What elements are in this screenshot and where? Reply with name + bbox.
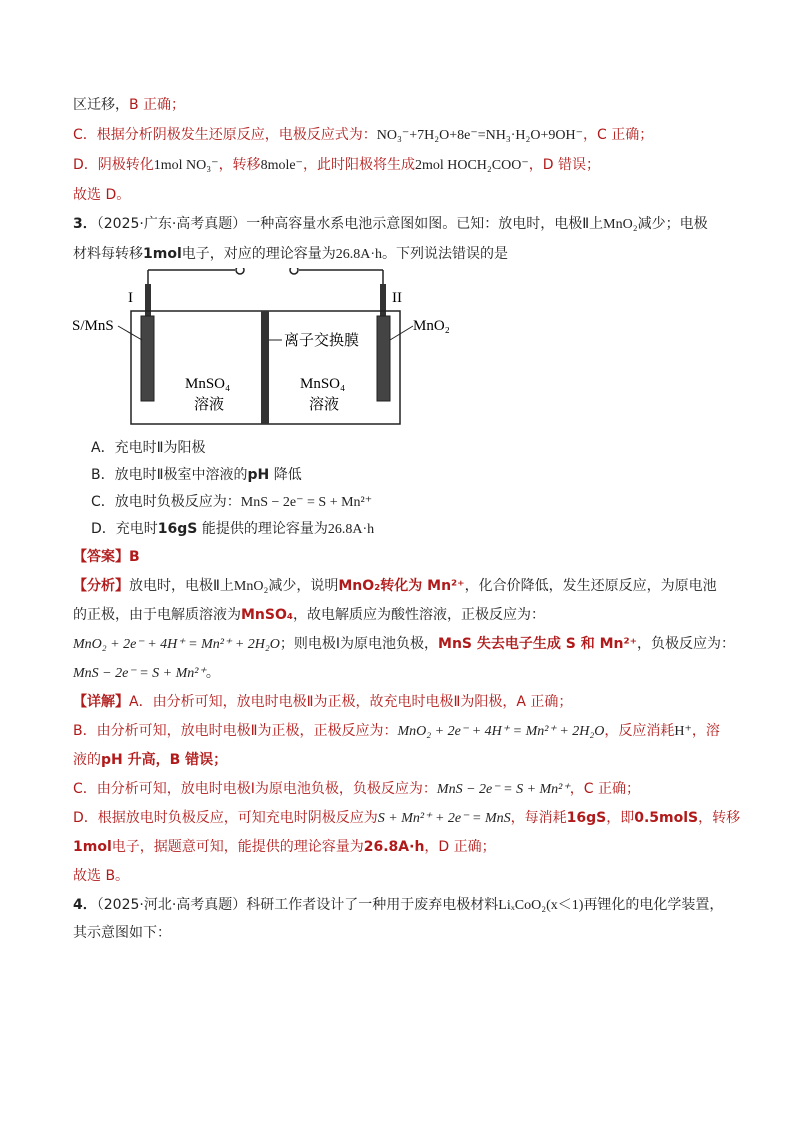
prev-conclusion: 故选 D。 xyxy=(73,187,131,203)
detail-line-2: B．由分析可知，放电时电极Ⅱ为正极，正极反应为：MnO₂ + 2e⁻ + 4H⁺ = Mn²⁺ + 2H₂O，反应消耗H⁺，溶 xyxy=(73,723,720,739)
label-II: II xyxy=(392,290,402,306)
q3-line-2: 材料每转移1mol电子，对应的理论容量为26.8A·h。下列说法错误的是 xyxy=(73,246,509,262)
label-I: I xyxy=(128,290,133,306)
option-b: B．放电时Ⅱ极室中溶液的pH 降低 xyxy=(91,467,302,483)
membrane-label: 离子交换膜 xyxy=(284,331,360,349)
option-c: C．放电时负极反应为：MnS − 2e⁻ = S + Mn²⁺ xyxy=(91,494,373,510)
prev-line-2: C．根据分析阴极发生还原反应，电极反应式为：NO₃⁻+7H₂O+8e⁻=NH₃·H₂O+9OH⁻，C 正确； xyxy=(73,127,654,143)
answer: 【答案】B xyxy=(73,549,140,565)
q3-line-1: 3．（2025·广东·高考真题）一种高容量水系电池示意图如图。已知：放电时，电极Ⅱ上MnO₂减少；电极 xyxy=(73,216,708,232)
analysis-line-3: MnO₂ + 2e⁻ + 4H⁺ = Mn²⁺ + 2H₂O；则电极Ⅰ为原电池负极，MnS 失去电子生成 S 和 Mn²⁺，负极反应为： xyxy=(73,636,735,652)
detail-line-5: D．根据放电时负极反应，可知充电时阴极反应为S + Mn²⁺ + 2e⁻ = MnS，每消耗16gS，即0.5molS，转移 xyxy=(73,810,741,826)
q4-line-1: 4．（2025·河北·高考真题）科研工作者设计了一种用于废弃电极材料LiₓCoO₂(x＜1)再锂化的电化学装置， xyxy=(73,897,724,913)
prev-line-1: 区迁移，B 正确； xyxy=(73,97,186,113)
detail-conclusion: 故选 B。 xyxy=(73,868,130,884)
q4-line-2: 其示意图如下： xyxy=(73,925,171,941)
analysis-line-2: 的正极，由于电解质溶液为MnSO₄，故电解质应为酸性溶液，正极反应为： xyxy=(73,607,546,623)
electrode-I xyxy=(141,316,154,401)
option-a: A．充电时Ⅱ为阳极 xyxy=(91,440,206,456)
right-solution-label: 溶液 xyxy=(309,395,340,413)
analysis-line-1: 【分析】放电时，电极Ⅱ上MnO₂减少，说明MnO₂转化为 Mn²⁺，化合价降低，发生还原反应，为原电池 xyxy=(73,578,717,594)
analysis-line-4: MnS − 2e⁻ = S + Mn²⁺。 xyxy=(73,665,220,681)
option-d: D．充电时16gS 能提供的理论容量为26.8A·h xyxy=(91,521,375,537)
left-solution-formula: MnSO₄ xyxy=(185,376,231,392)
detail-line-1: 【详解】A．由分析可知，放电时电极Ⅱ为正极，故充电时电极Ⅱ为阳极，A 正确； xyxy=(73,694,573,710)
prev-line-3: D．阴极转化1mol NO₃⁻，转移8mole⁻，此时阳极将生成2mol HOCH₂COO⁻，D 错误； xyxy=(73,157,600,173)
detail-line-4: C．由分析可知，放电时电极Ⅰ为原电池负极，负极反应为：MnS − 2e⁻ = S + Mn²⁺，C 正确； xyxy=(73,781,640,797)
terminal-right xyxy=(290,268,298,274)
terminal-left xyxy=(236,268,244,274)
electrode-II xyxy=(377,316,390,401)
right-electrode-label: MnO₂ xyxy=(413,318,450,334)
left-electrode-label: S/MnS xyxy=(72,318,114,334)
left-solution-label: 溶液 xyxy=(194,395,225,413)
battery-diagram xyxy=(70,268,470,430)
ion-exchange-membrane xyxy=(261,311,269,424)
detail-line-6: 1mol电子，据题意可知，能提供的理论容量为26.8A·h，D 正确； xyxy=(73,839,496,855)
right-solution-formula: MnSO₄ xyxy=(300,376,346,392)
detail-line-3: 液的pH 升高，B 错误； xyxy=(73,752,228,768)
